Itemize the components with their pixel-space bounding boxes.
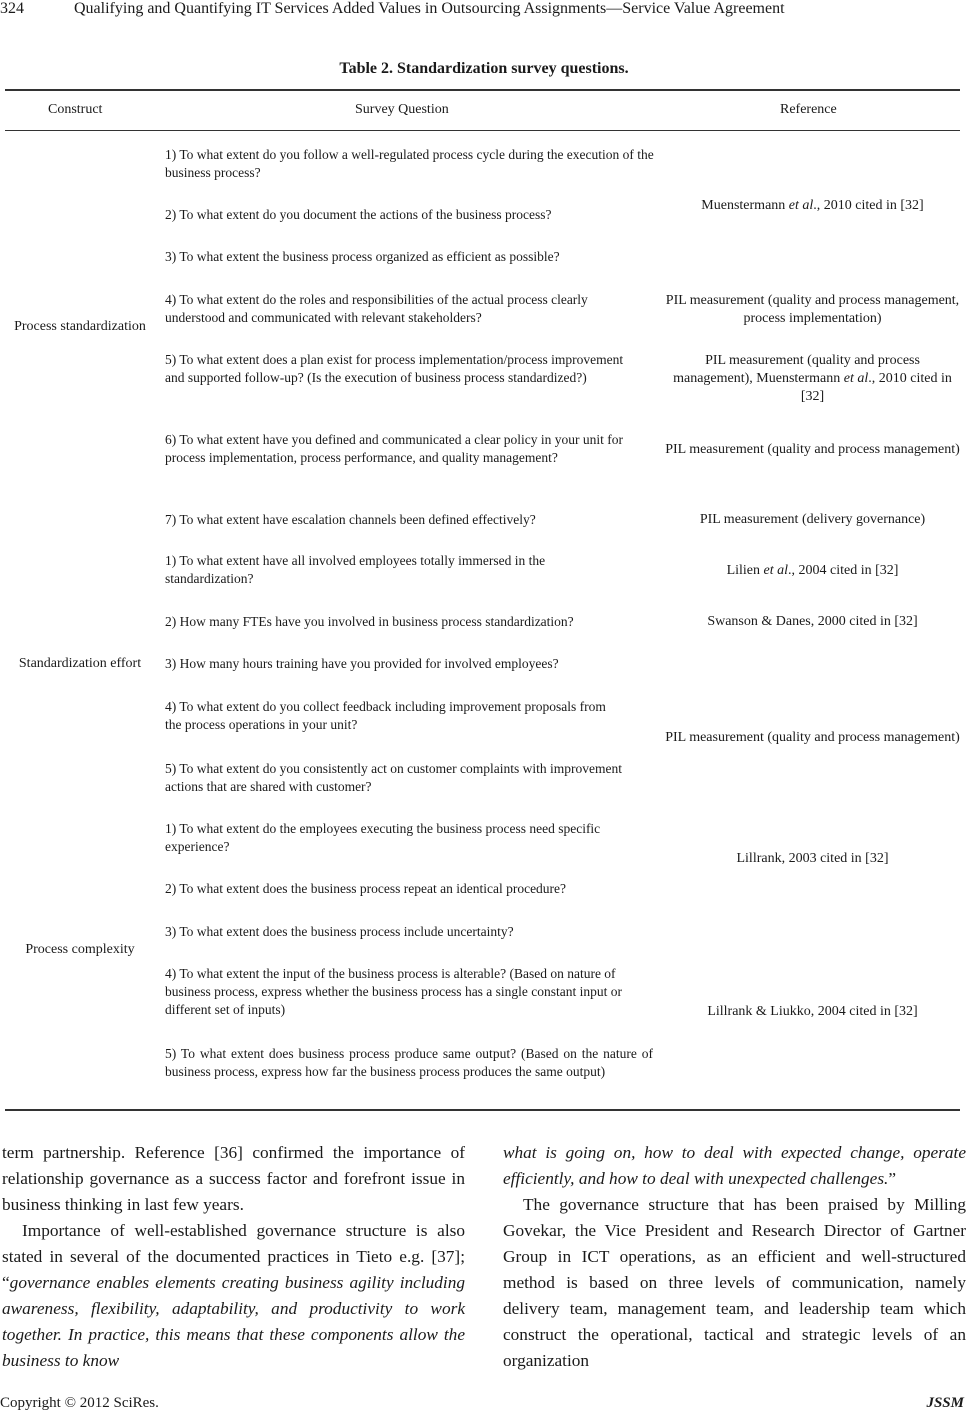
survey-question: 3) How many hours training have you provided for involved employees? [165,656,559,671]
survey-question: 5) To what extent do you consistently act on customer complaints with improvement actions that are shared with customer? [165,761,622,794]
survey-question: 3) To what extent does the business process include uncertainty? [165,924,514,939]
reference-cell: Muenstermann et al., 2010 cited in [32] [701,198,924,213]
survey-question: 5) To what extent does a plan exist for process implementation/process improvement and supported follow-up? (Is the execution of business process standardized?) [165,352,624,385]
survey-question: 5) To what extent does business process produce same output? (Based on the nature of business process, express how far the business process produces the same output) [165,1046,653,1079]
survey-question: 2) To what extent do you document the actions of the business process? [165,207,552,222]
survey-question: 1) To what extent do you follow a well-regulated process cycle during the execution of the business process? [165,147,654,180]
reference-cell: PIL measurement (quality and process management) [665,730,960,745]
table-header-rule [5,130,960,131]
survey-question: 6) To what extent have you defined and communicated a clear policy in your unit for process implementation, process performance, and quality management? [165,432,624,465]
table-caption: Table 2. Standardization survey questions. [339,60,629,77]
body-paragraph: The governance structure that has been praised by Milling Govekar, the Vice President and Research Director of Gartner Group in ICT operations, as an efficient and well-structured method is based on three levels of communication, namely delivery team, management team, and leadership team which construct the operational, tactical and strategic levels of an organization [503,1195,966,1370]
column-header-survey-question: Survey Question [355,102,449,117]
survey-question: 4) To what extent do you collect feedback including improvement proposals from the process operations in your unit? [165,699,606,732]
page-number: 324 [0,0,24,17]
body-paragraph: what is going on, how to deal with expected change, operate efficiently, and how to deal with unexpected challenges.” [503,1143,966,1188]
survey-question: 2) To what extent does the business process repeat an identical procedure? [165,881,567,896]
construct-process-standardization: Process standardization [14,319,146,334]
reference-cell: PIL measurement (quality and process management) [665,442,960,457]
reference-cell: Lillrank & Liukko, 2004 cited in [32] [707,1004,918,1019]
body-column-right [503,1140,966,1374]
reference-cell: Lillrank, 2003 cited in [32] [736,851,889,866]
construct-standardization-effort: Standardization effort [18,656,142,671]
survey-question: 4) To what extent do the roles and responsibilities of the actual process clearly understood and communicated with relevant stakeholders? [165,292,588,325]
column-header-construct: Construct [48,102,103,117]
survey-question: 1) To what extent have all involved employees totally immersed in the standardization? [165,553,546,586]
survey-question: 1) To what extent do the employees executing the business process need specific experience? [165,821,601,854]
copyright-notice: Copyright © 2012 SciRes. [0,1395,159,1411]
table-bottom-rule [5,1109,960,1111]
running-title: Qualifying and Quantifying IT Services Added Values in Outsourcing Assignments—Service Value Agreement [74,0,785,17]
construct-process-complexity: Process complexity [25,942,135,957]
body-column-left [2,1140,465,1374]
survey-question: 2) How many FTEs have you involved in business process standardization? [165,614,574,629]
survey-question: 3) To what extent the business process organized as efficient as possible? [165,249,560,264]
survey-question: 4) To what extent the input of the business process is alterable? (Based on nature of business process, express whether the business process has a single constant input or different set of inputs) [165,966,623,1017]
body-paragraph: term partnership. Reference [36] confirmed the importance of relationship governance as a success factor and forefront issue in business thinking in last few years. [2,1143,465,1214]
body-paragraph: Importance of well-established governance structure is also stated in several of the documented practices in Tieto e.g. [37]; “governance enables elements creating business agility including awareness, flexibility, adaptability, and productivity to work together. In practice, this means that these components allow the business to know [2,1221,465,1370]
column-header-reference: Reference [780,102,837,117]
running-header [0,0,968,20]
reference-cell: PIL measurement (delivery governance) [699,512,926,527]
reference-cell: PIL measurement (quality and process management, process implementation) [665,293,960,326]
page-footer [0,1395,968,1415]
reference-cell: Swanson & Danes, 2000 cited in [32] [707,614,918,629]
reference-cell: PIL measurement (quality and process management), Muenstermann et al., 2010 cited in [32] [673,353,952,404]
table-top-rule [5,89,960,91]
reference-cell: Lilien et al., 2004 cited in [32] [726,563,899,578]
journal-name: JSSM [926,1395,964,1411]
survey-question: 7) To what extent have escalation channels been defined effectively? [165,512,536,527]
